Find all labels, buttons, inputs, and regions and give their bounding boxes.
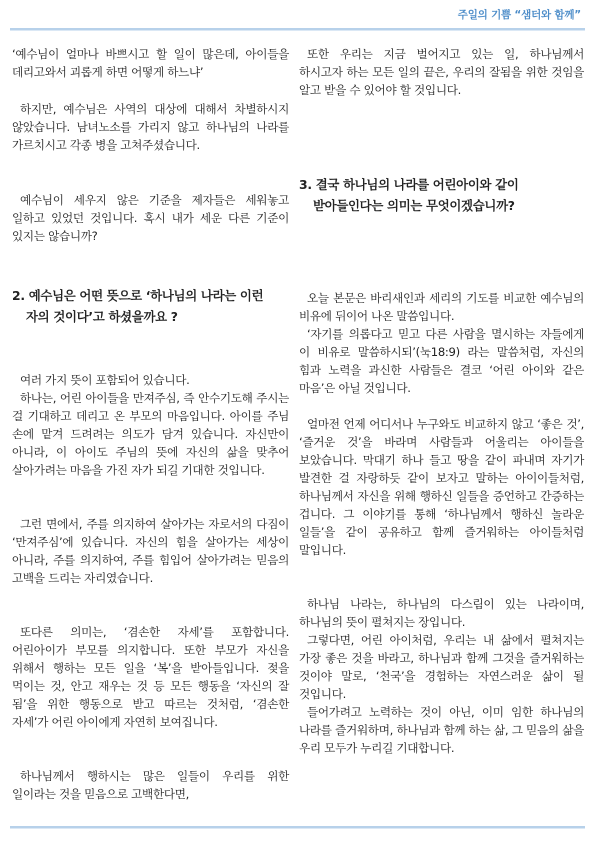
paragraph-several-meanings: 여러 가지 뜻이 포함되어 있습니다. (20, 373, 190, 387)
paragraph-for-our-good: 또한 우리는 지금 벌어지고 있는 일, 하나님께서 하시고자 하는 모든 일의 끝은, 우리의 잘됨을 위한 것임을 알고 받을 수 있어야 할 것입니다. (299, 47, 584, 97)
page-header-title: 주일의 기쁨 “샘터와 함께” (457, 9, 581, 21)
paragraph-no-discrimination: 하지만, 예수님은 사역의 대상에 대해서 차별하시지 않았습니다. 남녀노소를 가리지 않고 하나님의 나라를 가르치시고 각종 병을 고쳐주셨습니다. (12, 102, 289, 152)
paragraph-kingdom-of-god: 하나님 나라는, 하나님의 다스림이 있는 나라이며, 하나님의 뜻이 펼쳐지는 장입니다. (299, 597, 584, 629)
paragraph-own-standards: 예수님이 세우지 않은 기준을 제자들은 세워놓고 일하고 있었던 것입니다. 혹시 내가 세운 다른 기준이 있지는 않습니까? (12, 193, 289, 243)
paragraph-enjoy-kingdom: 들어가려고 노력하는 것이 아닌, 이미 임한 하나님의 나라를 즐거워하며, 하나님과 함께 하는 삶, 그 믿음의 삶을 우리 모두가 누리길 기대합니다. (299, 705, 584, 755)
paragraph-parents-heart: 하나는, 어린 아이들을 만져주심, 즉 안수기도해 주시는 걸 기대하고 데리고 온 부모의 마음입니다. 아이를 주님 손에 맡겨 드려려는 의도가 담겨 있습니다. 자신만이 아니라, 이 아이도 주님의 뜻에 자신의 삶을 맞추어 살아가려는 마음을 가진 자가 되길 기대한 것입니다. (12, 391, 289, 477)
paragraph-disciples-thought: ‘예수님이 얼마나 바쁘시고 할 일이 많은데, 아이들을 데리고와서 괴롭게 하면 어떻게 하느냐’ (12, 47, 289, 79)
footer-divider (10, 826, 585, 829)
section-heading-2: 2. 예수님은 어떤 뜻으로 ‘하나님의 나라는 이런 자의 것이다’고 하셨을까요 ? (12, 288, 264, 324)
paragraph-experience-heaven: 그렇다면, 어린 아이처럼, 우리는 내 삶에서 펼쳐지는 가장 좋은 것을 바라고, 하나님과 함께 그것을 즐거워하는 것이야 말로, ‘천국’을 경험하는 자연스러운 삶이 될 것입니다. (299, 633, 584, 701)
paragraph-relying-on-lord: 그런 면에서, 주를 의지하여 살아가는 자로서의 다짐이 ‘만져주심’에 있습니다. 자신의 힘을 살아가는 세상이 아니라, 주를 의지하여, 주를 힘입어 살아가려는 믿음의 고백을 드리는 자리였습니다. (12, 517, 289, 585)
paragraph-todays-text: 오늘 본문은 바리새인과 세리의 기도를 비교한 예수님의 비유에 뒤이어 나온 말씀입니다. (299, 291, 584, 323)
paragraph-luke-18-9: ‘자기를 의롭다고 믿고 다른 사람을 멸시하는 자들에게 이 비유로 말씀하시되’(눅18:9) 라는 말씀처럼, 자신의 힘과 노력을 과신한 사람들은 결코 ‘어린 아이와 같은 마음’은 아닐 것입니다. (299, 327, 584, 395)
section-heading-3: 3. 결국 하나님의 나라를 어린아이와 같이 받아들인다는 의미는 무엇이겠습니까? (299, 177, 519, 213)
paragraph-confess-by-faith: 하나님께서 행하시는 많은 일들이 우리를 위한 일이라는 것을 믿음으로 고백한다면, (12, 769, 289, 801)
paragraph-humble-attitude: 또다른 의미는, ‘겸손한 자세’를 포함합니다. 어린아이가 부모를 의지합니다. 또한 부모가 자신을 위해서 행하는 모든 일을 ‘복’을 받아들입니다. 젖을 먹이는 것, 안고 재우는 것 등 모든 행동을 ‘자신의 잘 됨’을 위한 행동으로 받고 따르는 것처럼, ‘겸손한 자세’가 어린 아이에게 자연히 보여집니다. (12, 625, 289, 729)
paragraph-children-playing: 얼마전 언제 어디서나 누구와도 비교하지 않고 ‘좋은 것’, ‘즐거운 것’을 바라며 사람들과 어울리는 아이들을 보았습니다. 막대기 하나 들고 땅을 같이 파내며 자기가 발견한 걸 자랑하듯 같이 보자고 말하는 아이이들처럼, 하나님께서 자신을 위해 행하신 일들을 증언하고 간증하는 겁니다. 그 이야기를 통해 ‘하나님께서 행하신 놀라운 일들’을 같이 공유하고 함께 즐거워하는 아이들처럼 말입니다. (299, 417, 584, 557)
header-divider (10, 28, 585, 31)
